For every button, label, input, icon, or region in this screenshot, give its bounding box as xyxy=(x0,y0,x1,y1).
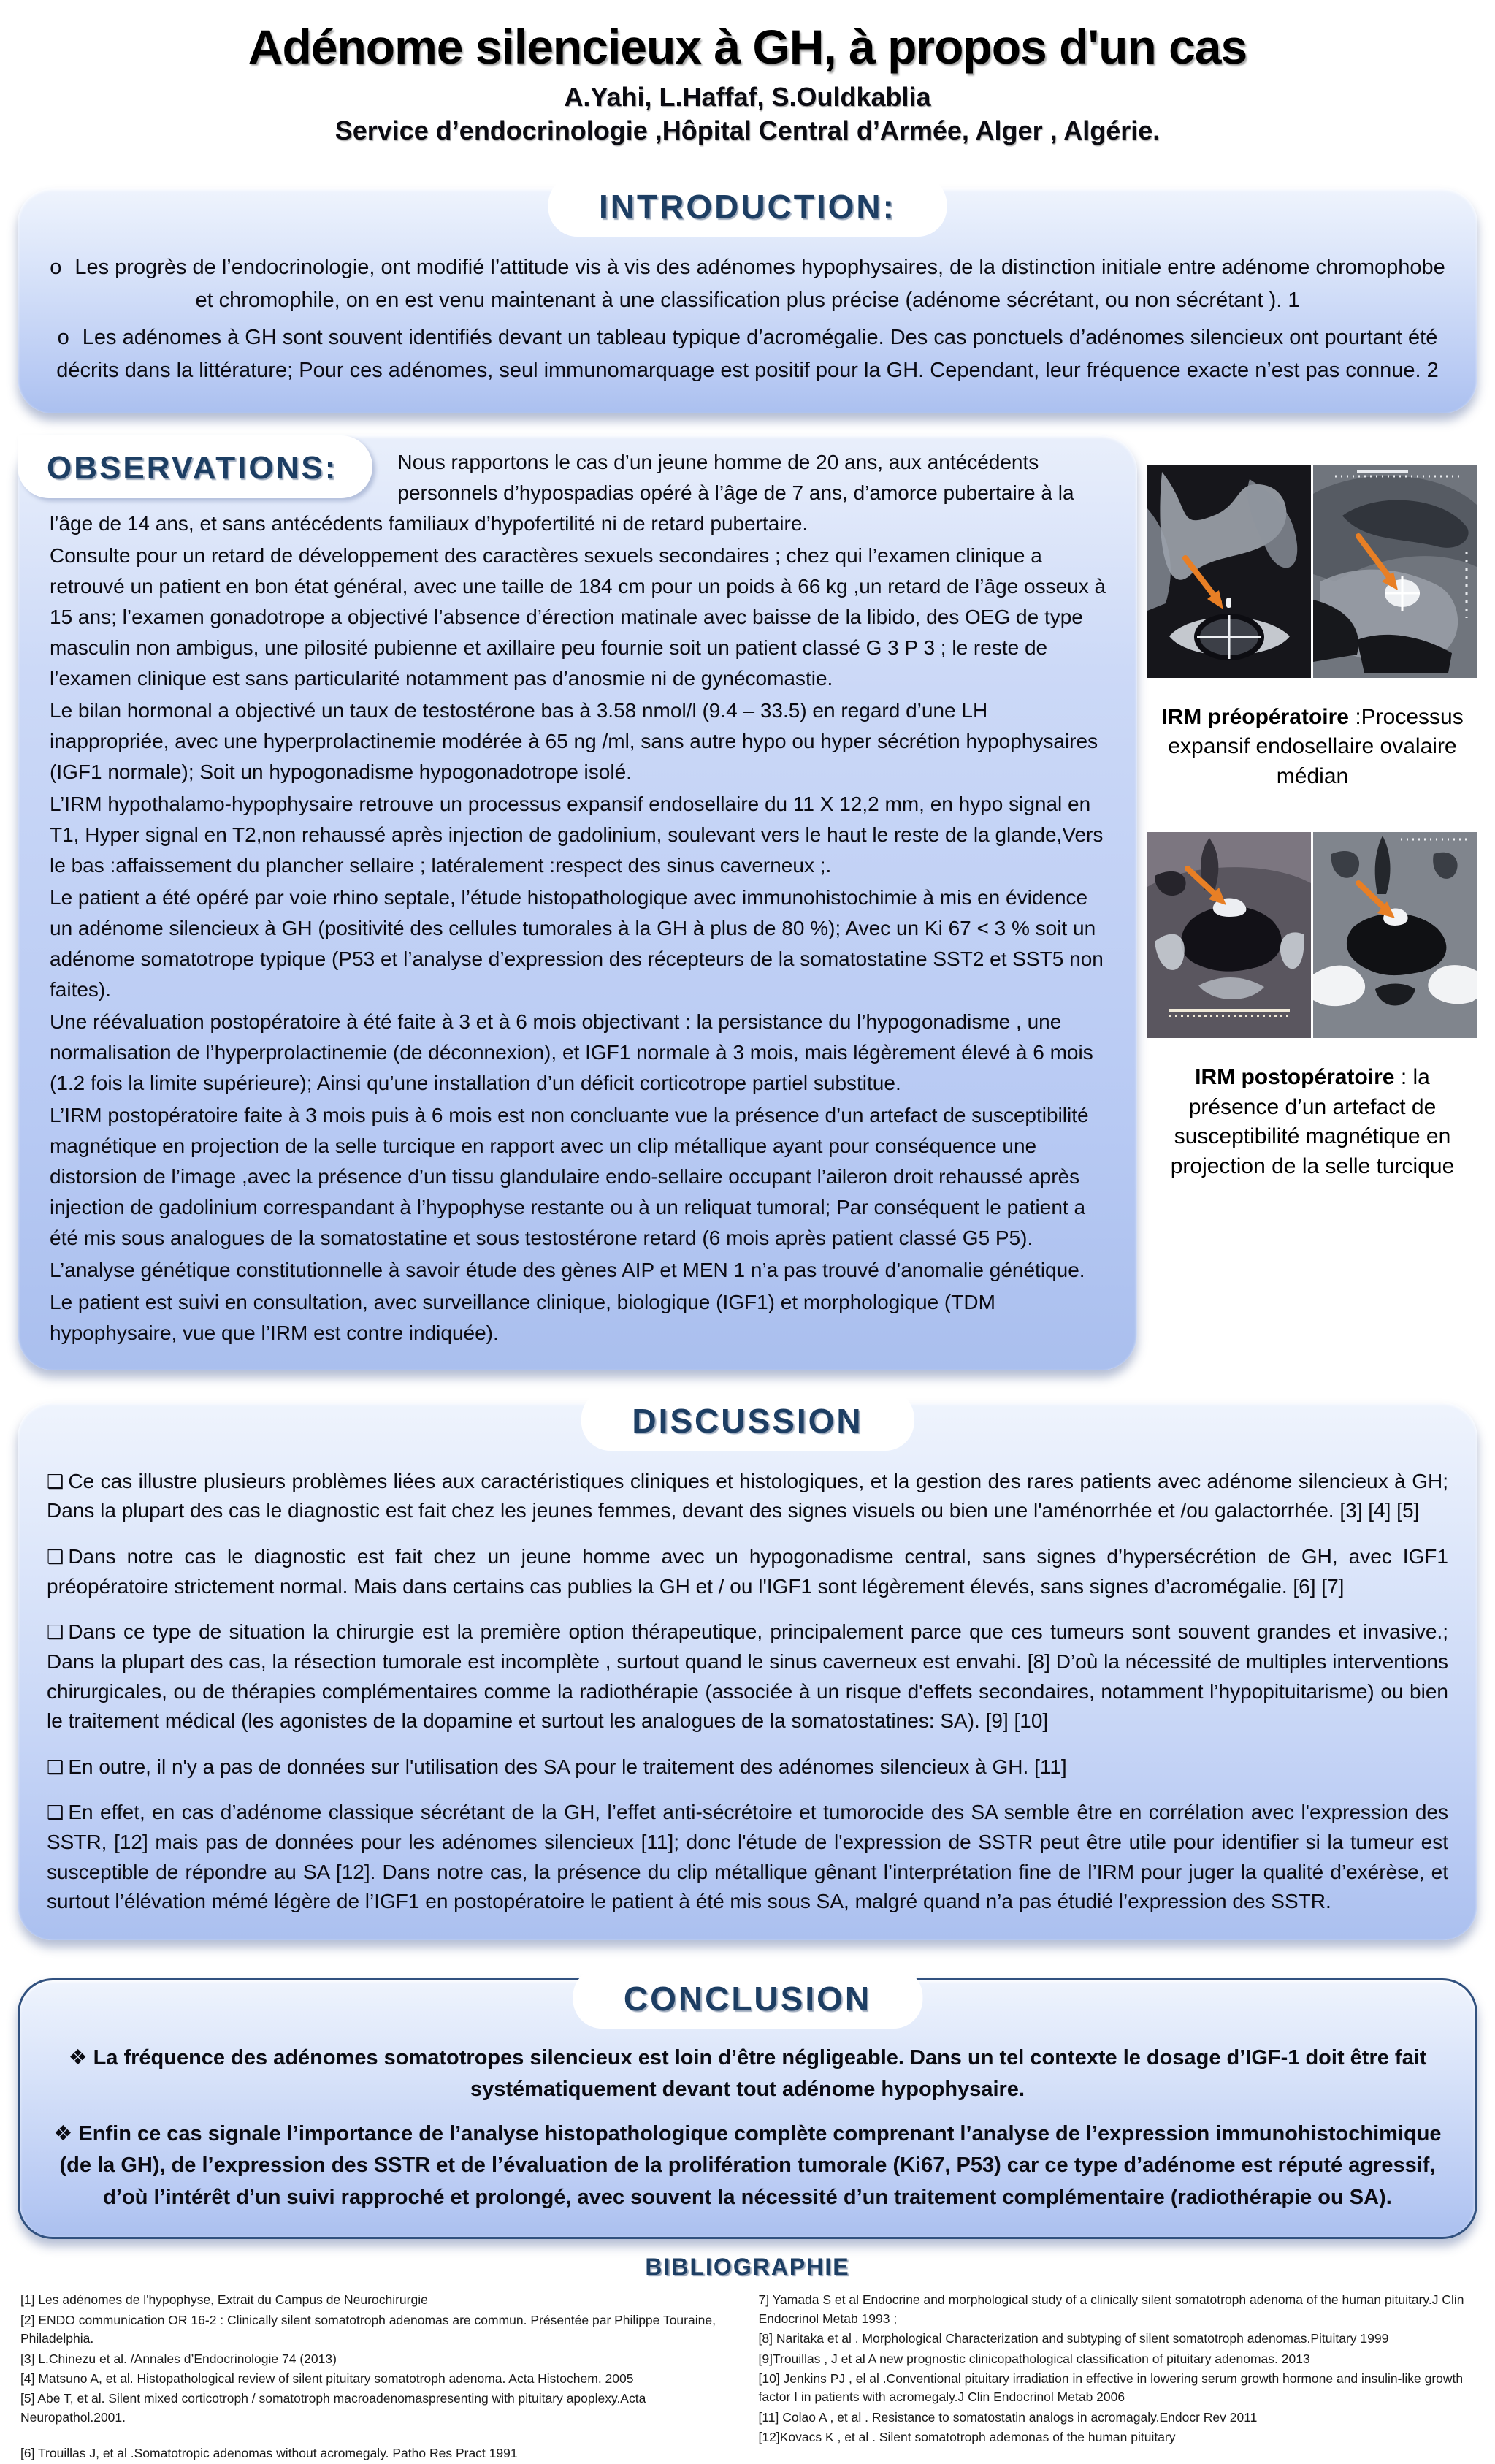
bibliography-columns xyxy=(20,2291,1475,2464)
discussion-bullet xyxy=(47,1542,1448,1601)
introduction-bullet-text: Les progrès de l’endocrinologie, ont modifié l’attitude vis à vis des adénomes hypophysaires, de la distinction initiale entre adénome chromophobe et chromophile, on en est venu maintenant à une classification plus précise (adénome sécrétant, ou non sécrétant ). 1 xyxy=(74,256,1445,312)
conclusion-bullet xyxy=(49,2118,1446,2214)
discussion-bullet xyxy=(47,1752,1448,1782)
circle-bullet-marker: o xyxy=(57,325,69,349)
reference-item: [4] Matsuno A, et al. Histopathological review of silent pituitary somatotroph adenoma. Acta Histochem. 2005 xyxy=(20,2370,634,2386)
postop-mri-caption-text: : la présence d’un artefact de susceptibilité magnétique en projection de la selle turcique xyxy=(1170,1065,1455,1178)
observations-section xyxy=(18,435,1477,1370)
observations-paragraph: Consulte pour un retard de développement des caractères sexuels secondaires ; chez qui l’examen clinique a retrouvé un patient en bon état général, avec une taille de 184 cm pour un poids à 66 kg ,un retard de l’âge osseux à 15 ans; l’examen gonadotrope a objectivé l’absence d’érection matinale avec baisse de la libido, des OEG de type masculin non ambigus, une pilosité pubienne et axillaire peu fournie soit un patient classé G 3 P 3 ; le reste de l’examen clinique est sans particularité notamment pas d’anosmie ni de gynécomastie. xyxy=(50,543,1106,690)
observations-paragraph: L’IRM postopératoire faite à 3 mois puis à 6 mois est non concluante vue la présence d’un artefact de susceptibilité magnétique en projection de la selle turcique en rapport avec un clip métallique ayant pour conséquence une distorsion de l’image ,avec la présence d’un tissu glandulaire endo-sellaire occupant l’aileron droit rehaussé après injection de gadolinium correspandant à l’hypophyse restante ou à un reliquat tumoral; Par conséquent le patient a été mis sous analogues de la somatostatine et sous testostérone retard (6 mois après patient classé G5 P5). xyxy=(50,1103,1089,1249)
discussion-bullet xyxy=(47,1798,1448,1916)
conclusion-bullet xyxy=(49,2042,1446,2106)
square-bullet-marker: ❑ xyxy=(47,1756,64,1779)
poster-affiliation: Service d’endocrinologie ,Hôpital Central d’Armée, Alger , Algérie. xyxy=(334,115,1161,145)
introduction-bullet xyxy=(44,251,1451,317)
bibliography-right-column xyxy=(759,2291,1475,2464)
discussion-bullet-text: Ce cas illustre plusieurs problèmes liées aux caractéristiques cliniques et histologiques, et la gestion des rares patients avec adénome silencieux à GH; Dans la plupart des cas le diagnostic est fait chez les jeunes femmes, devant des signes visuels ou bien une l'aménorrhée et /ou galactorrhée. [3] [4] [5] xyxy=(47,1469,1448,1522)
observations-paragraph: L’IRM hypothalamo-hypophysaire retrouve un processus expansif endosellaire du 11 X 12,2 mm, en hypo signal en T1, Hyper signal en T2,non rehaussé après injection de gadolinium, soulevant vers le haut le reste de la glande,Vers le bas :affaissement du plancher sellaire ; latéralement :respect des sinus caverneux ;. xyxy=(50,792,1104,877)
observations-paragraph: Une réévaluation postopératoire à été faite à 3 et à 6 mois objectivant : la persistance du l’hypogonadisme , une normalisation de l’hyperprolactinemie (de déconnexion), et IGF1 normale à 3 mois, mais légèrement élevé à 6 mois (1.2 fois la limite supérieure); Ainsi qu’une installation d’un déficit corticotrope partiel substitue. xyxy=(50,1010,1093,1094)
observations-paragraph: Le bilan hormonal a objectivé un taux de testostérone bas à 3.58 nmol/l (9.4 – 33.5) en regard d’une LH inappropriée, avec une hyperprolactinemie modérée à 65 ng /ml, sans autre hypo ou hyper sécrétion hypophysaires (IGF1 normale); Soit un hypogonadisme hypogonadotrope isolé. xyxy=(50,698,1098,783)
figure-postop-mri xyxy=(1147,832,1477,1181)
diamond-bullet-marker: ❖ xyxy=(68,2044,88,2070)
reference-item: [3] L.Chinezu et al. /Annales d’Endocrinologie 74 (2013) xyxy=(20,2351,337,2366)
reference-item: [12]Kovacs K , et al . Silent somatotroph ademonas of the human pituitary xyxy=(758,2430,1176,2445)
reference-item: 7] Yamada S et al Endocrine and morphological study of a clinically silent somatotroph adenoma of the human pituitary.J Clin Endocrinol Metab 1993 ; xyxy=(758,2292,1464,2326)
reference-item: [10] Jenkins PJ , el al .Conventional pituitary irradiation in effective in lowering serum growth hormone and insulin-like growth factor I in patients with acromegaly.J Clin Endocrinol Metab 2006 xyxy=(758,2370,1464,2405)
observations-heading: OBSERVATIONS: xyxy=(18,435,372,498)
introduction-bullet xyxy=(44,321,1451,387)
square-bullet-marker: ❑ xyxy=(47,1622,64,1644)
discussion-bullet-text: Dans ce type de situation la chirurgie est la première option thérapeutique, principalement parce que ces tumeurs sont souvent grandes et invasive.; Dans la plupart des cas, la résection tumorale est incomplète , surtout quand le sinus caverneux est envahi. [8] D’où la nécessité de multiples interventions chirurgicales, ou de thérapies complémentaires comme la radiothérapie (associée à un risque d'effets secondaires, notamment l’hypopituitarisme) ou bien le traitement médical (les agonistes de la dopamine et surtout les analogues de la somatostatines: SA). [9] [10] xyxy=(47,1620,1448,1733)
discussion-bullet xyxy=(47,1617,1448,1736)
mri-postop-coronal-left-image xyxy=(1147,832,1311,1038)
introduction-panel xyxy=(18,188,1477,413)
observations-panel xyxy=(18,435,1137,1370)
discussion-bullet-text: En outre, il n'y a pas de données sur l'utilisation des SA pour le traitement des adénomes silencieux à GH. [11] xyxy=(68,1755,1067,1778)
poster-authors: A.Yahi, L.Haffaf, S.Ouldkablia xyxy=(564,82,931,112)
observations-paragraph: L’analyse génétique constitutionnelle à savoir étude des gènes AIP et MEN 1 n’a pas trouvé d’anomalie génétique. xyxy=(50,1258,1085,1281)
introduction-heading: INTRODUCTION: xyxy=(548,175,947,237)
poster-header xyxy=(0,0,1495,146)
conclusion-panel xyxy=(18,1978,1477,2240)
discussion-heading: DISCUSSION xyxy=(581,1389,914,1451)
reference-item: [5] Abe T, et al. Silent mixed corticotroph / somatotroph macroadenomaspresenting with pituitary apoplexy.Acta Neuropathol.2001. xyxy=(20,2391,646,2425)
figures-column xyxy=(1147,435,1477,1223)
mri-postop-coronal-right-image xyxy=(1313,832,1477,1038)
reference-item: [9]Trouillas , J et al A new prognostic clinicopathological classification of pituitary adenomas. 2013 xyxy=(758,2351,1310,2366)
reference-item: [8] Naritaka et al . Morphological Characterization and subtyping of silent somatotroph adenomas.Pituitary 1999 xyxy=(758,2331,1389,2346)
postop-mri-caption xyxy=(1155,1063,1470,1181)
reference-item: [2] ENDO communication OR 16-2 : Clinically silent somatotroph adenomas are commun. Présentée par Philippe Touraine, Philadelphia. xyxy=(20,2312,716,2346)
bibliography-section xyxy=(20,2254,1475,2464)
poster-title: Adénome silencieux à GH, à propos d'un cas xyxy=(248,20,1247,74)
introduction-bullet-text: Les adénomes à GH sont souvent identifiés devant un tableau typique d’acromégalie. Des cas ponctuels d’adénomes silencieux ont pourtant été décrits dans la littérature; Pour ces adénomes, seul immunomarquage est positif pour la GH. Cependant, leur fréquence exacte n’est pas connue. 2 xyxy=(56,325,1439,382)
diamond-bullet-marker: ❖ xyxy=(53,2120,73,2145)
square-bullet-marker: ❑ xyxy=(47,1802,64,1825)
discussion-panel xyxy=(18,1403,1477,1940)
preop-mri-caption-label: IRM préopératoire xyxy=(1161,704,1349,729)
conclusion-bullet-text: La fréquence des adénomes somatotropes silencieux est loin d’être négligeable. Dans un tel contexte le dosage d’IGF-1 doit être fait systématiquement devant tout adénome hypophysaire. xyxy=(93,2045,1427,2102)
bibliography-heading: BIBLIOGRAPHIE xyxy=(645,2254,850,2281)
preop-mri-caption xyxy=(1155,703,1470,792)
reference-item: [6] Trouillas J, et al .Somatotropic adenomas without acromegaly. Patho Res Pract 1991 xyxy=(20,2446,518,2461)
mri-preop-sagittal-image xyxy=(1313,465,1477,678)
postop-mri-caption-label: IRM postopératoire xyxy=(1195,1065,1395,1090)
square-bullet-marker: ❑ xyxy=(47,1546,64,1569)
observations-paragraph: Nous rapportons le cas d’un jeune homme de 20 ans, aux antécédents personnels d’hypospadias opéré à l’âge de 7 ans, d’amorce pubertaire à la l’âge de 14 ans, et sans antécédents familiaux d’hypofertilité ni de retard pubertaire. xyxy=(50,450,1074,535)
mri-preop-coronal-image xyxy=(1147,465,1311,678)
circle-bullet-marker: o xyxy=(50,256,62,279)
conclusion-heading: CONCLUSION xyxy=(573,1967,922,2029)
discussion-bullet xyxy=(47,1467,1448,1526)
reference-spacer xyxy=(20,2428,737,2444)
observations-paragraph: Le patient a été opéré par voie rhino septale, l’étude histopathologique avec immunohistochimie à mis en évidence un adénome silencieux à GH (positivité des cellules tumorales à la GH à plus de 80 %); Avec un Ki 67 < 3 % soit un adénome somatotrope typique (P53 et l’analyse d’expression des récepteurs de la somatostatine SST2 et SST5 non faites). xyxy=(50,885,1104,1001)
observations-paragraph: Le patient est suivi en consultation, avec surveillance clinique, biologique (IGF1) et morphologique (TDM hypophysaire, vue que l’IRM est contre indiquée). xyxy=(50,1290,995,1344)
discussion-body xyxy=(18,1403,1477,1940)
preop-mri-caption-text: :Processus expansif endosellaire ovalaire médian xyxy=(1168,704,1464,788)
conclusion-bullet-text: Enfin ce cas signale l’importance de l’analyse histopathologique complète comprenant l’analyse de l’expression immunohistochimique (de la GH), de l’expression des SSTR et de l’évaluation de la prolifération tumorale (Ki67, P53) car ce type d’adénome est réputé agressif, d’où l’intérêt d’un suivi rapproché et prolongé, avec souvent la nécessité d’un traitement complémentaire (radiothérapie ou SA). xyxy=(59,2121,1442,2209)
discussion-bullet-text: Dans notre cas le diagnostic est fait chez un jeune homme avec un hypogonadisme central, sans signes d’hypersécrétion de GH, avec IGF1 préopératoire strictement normal. Mais dans certains cas publies la GH et / ou l'IGF1 sont légèrement élevés, sans signes d’acromégalie. [6] [7] xyxy=(47,1545,1448,1598)
bibliography-left-column xyxy=(20,2291,737,2464)
reference-item: [1] Les adénomes de l'hypophyse, Extrait du Campus de Neurochirurgie xyxy=(20,2292,428,2308)
discussion-bullet-text: En effet, en cas d’adénome classique sécrétant de la GH, l’effet anti-sécrétoire et tumorocide des SA semble être en corrélation avec l'expression des SSTR, [12] mais pas de données pour les adénomes silencieux [11]; donc l'étude de l'expression de SSTR peut être utile pour identifier si la tumeur est susceptible de répondre au SA [12]. Dans notre cas, la présence du clip métallique gênant l’interprétation fine de l’IRM pour juger la qualité d’exérèse, et surtout l’élévation mémé légère de l’IGF1 en postopératoire le patient à été mis sous SA, malgré quand n’a pas étudié l’expression des SSTR. xyxy=(47,1801,1448,1913)
reference-item: [11] Colao A , et al . Resistance to somatostatin analogs in acromagaly.Endocr Rev 2011 xyxy=(758,2409,1258,2425)
postop-mri-images xyxy=(1147,832,1477,1038)
square-bullet-marker: ❑ xyxy=(47,1471,64,1493)
figure-preop-mri xyxy=(1147,465,1477,792)
preop-mri-images xyxy=(1147,465,1477,678)
